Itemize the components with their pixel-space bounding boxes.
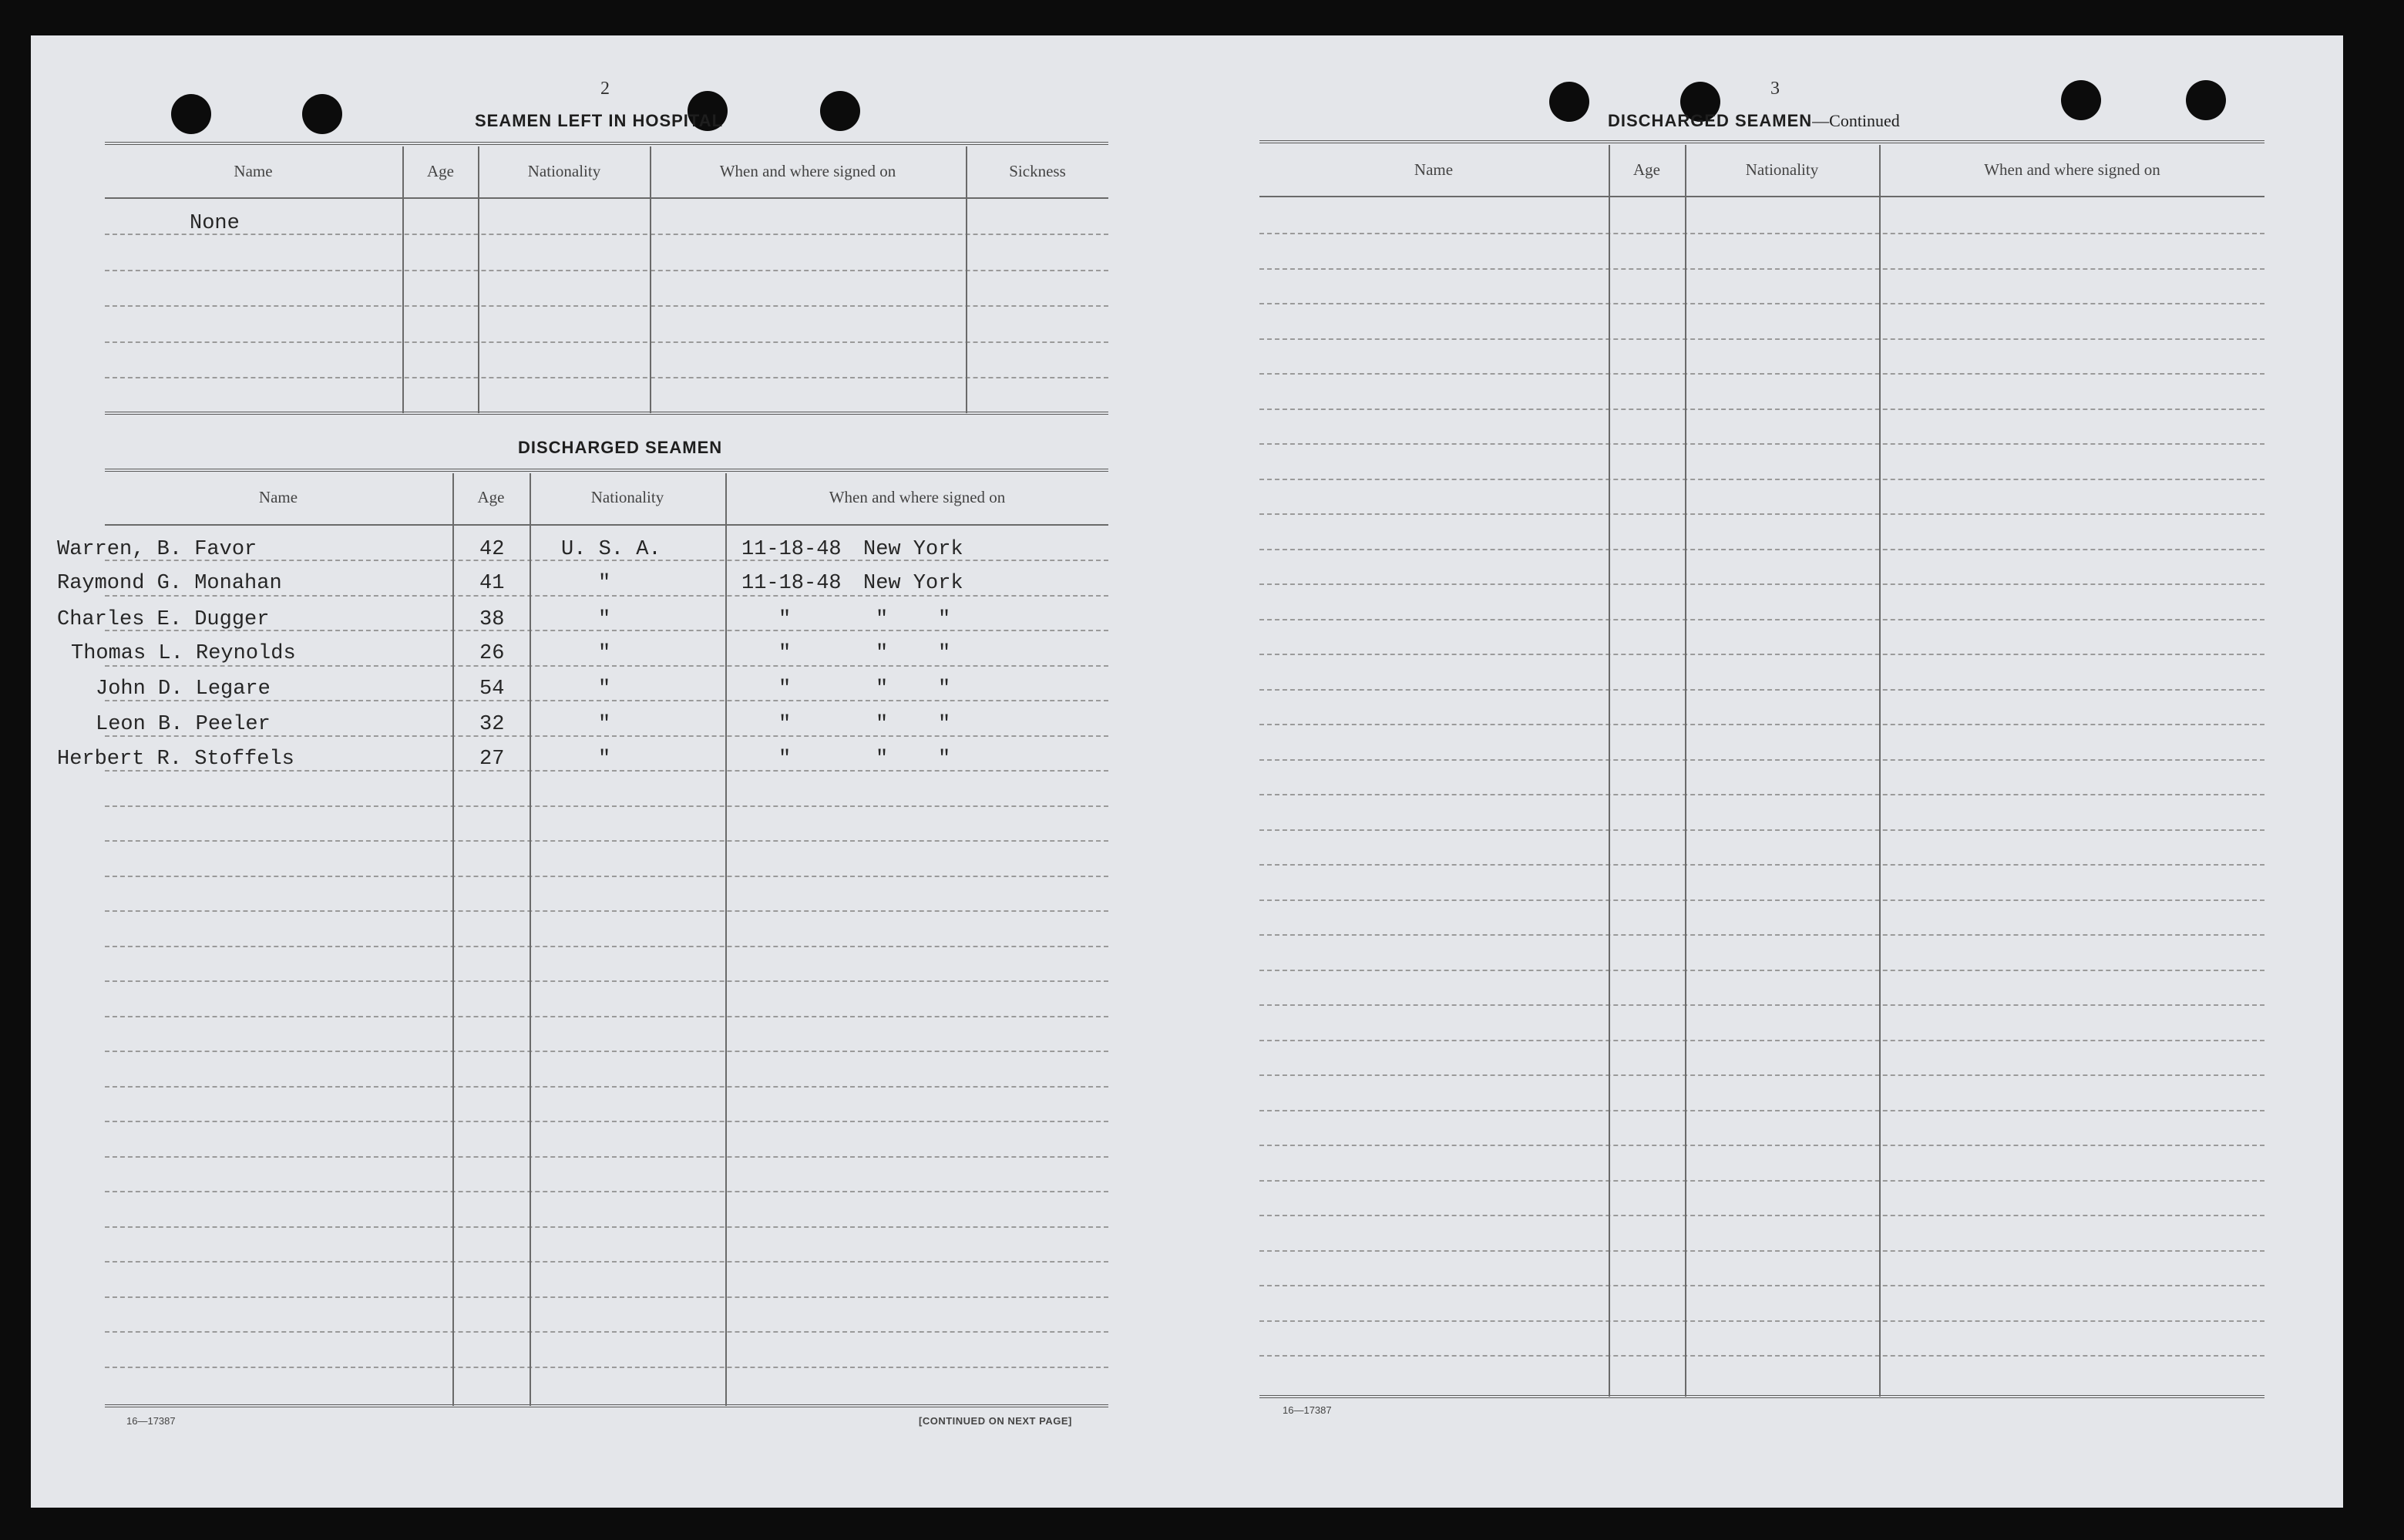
hospital-none-entry: None [190, 212, 240, 235]
ruled-line [105, 1121, 1108, 1122]
seaman-signed-place: " " [876, 608, 951, 631]
ruled-line [1259, 233, 2264, 234]
seaman-age: 54 [479, 678, 505, 701]
seaman-age: 42 [479, 538, 505, 561]
ruled-line [1259, 549, 2264, 550]
ruled-line [1259, 1180, 2264, 1182]
ruled-line [1259, 1215, 2264, 1216]
seaman-signed-place: New York [863, 572, 963, 595]
ruled-line [105, 1051, 1108, 1052]
punch-hole [820, 91, 860, 131]
ruled-line [105, 946, 1108, 947]
ruled-line [1259, 829, 2264, 831]
seaman-signed-place: " " [876, 678, 951, 701]
seaman-signed-place: " " [876, 748, 951, 771]
ruled-line [105, 1296, 1108, 1298]
ruled-line [1259, 1074, 2264, 1076]
seaman-age: 32 [479, 713, 505, 736]
form-number-left: 16—17387 [126, 1415, 176, 1427]
ruled-line [1259, 583, 2264, 585]
ruled-line [105, 1331, 1108, 1333]
ruled-line [1259, 934, 2264, 936]
right-header-name: Name [1414, 160, 1454, 179]
punch-hole [171, 94, 211, 134]
discharged-header-name: Name [258, 488, 298, 506]
hospital-header-age: Age [427, 162, 454, 180]
seaman-age: 26 [479, 642, 505, 665]
seaman-signed-date: 11-18-48 [741, 572, 842, 595]
seaman-signed-date: 11-18-48 [741, 538, 842, 561]
ruled-line [1259, 794, 2264, 795]
ruled-line [1259, 619, 2264, 620]
seaman-signed-date: " [778, 713, 792, 736]
seaman-nationality: " [598, 642, 611, 665]
seaman-age: 41 [479, 572, 505, 595]
ruled-line [105, 840, 1108, 842]
seaman-nationality: " [598, 713, 611, 736]
seaman-signed-place: " " [876, 642, 951, 665]
discharged-header-nationality: Nationality [590, 488, 664, 506]
ruled-line [1259, 759, 2264, 761]
seaman-signed-place: New York [863, 538, 963, 561]
right-header-age: Age [1633, 160, 1660, 179]
discharged-header-age: Age [477, 488, 505, 506]
hospital-header-signed-on: When and where signed on [719, 162, 896, 180]
page-number-right: 3 [1770, 79, 1780, 99]
ruled-line [1259, 1145, 2264, 1146]
ruled-line [105, 980, 1108, 982]
ruled-line [1259, 654, 2264, 655]
right-header-nationality: Nationality [1745, 160, 1819, 179]
ruled-line [1259, 1250, 2264, 1252]
ruled-line [1259, 1040, 2264, 1041]
continued-note: [CONTINUED ON NEXT PAGE] [919, 1415, 1072, 1427]
ruled-line [105, 1086, 1108, 1088]
seaman-signed-place: " " [876, 713, 951, 736]
ruled-line [1259, 899, 2264, 901]
seaman-age: 38 [479, 608, 505, 631]
ruled-line [105, 1191, 1108, 1192]
continued-suffix: —Continued [1812, 111, 1900, 130]
ruled-line [105, 665, 1108, 667]
punch-hole [302, 94, 342, 134]
ruled-line [1259, 864, 2264, 866]
ruled-line [1259, 268, 2264, 270]
seaman-signed-date: " [778, 608, 792, 631]
seaman-nationality: U. S. A. [561, 538, 661, 561]
seaman-nationality: " [598, 572, 611, 595]
seaman-age: 27 [479, 748, 505, 771]
seaman-nationality: " [598, 748, 611, 771]
ruled-line [105, 910, 1108, 912]
seaman-name: Charles E. Dugger [57, 608, 270, 631]
ruled-line [105, 805, 1108, 807]
seaman-name: Leon B. Peeler [96, 713, 271, 736]
ruled-line [1259, 1004, 2264, 1006]
discharged-section-title: DISCHARGED SEAMEN [518, 438, 723, 457]
punch-hole [2061, 80, 2101, 120]
hospital-header-nationality: Nationality [527, 162, 601, 180]
ruled-line [1259, 689, 2264, 691]
ruled-line [1259, 409, 2264, 410]
ruled-line [1259, 970, 2264, 971]
ruled-line [1259, 724, 2264, 725]
punch-hole [2186, 80, 2226, 120]
seaman-nationality: " [598, 678, 611, 701]
ruled-line [105, 1367, 1108, 1368]
seaman-name: Raymond G. Monahan [57, 572, 282, 595]
hospital-header-sickness: Sickness [1009, 162, 1066, 180]
discharged-continued-title-text: DISCHARGED SEAMEN [1608, 111, 1813, 130]
ruled-line [1259, 303, 2264, 304]
hospital-section-title: SEAMEN LEFT IN HOSPITAL [475, 111, 724, 130]
form-number-right: 16—17387 [1283, 1404, 1332, 1416]
ruled-line [1259, 338, 2264, 340]
seaman-signed-date: " [778, 678, 792, 701]
page-number-left: 2 [600, 79, 610, 99]
seaman-signed-date: " [778, 642, 792, 665]
ruled-line [1259, 1320, 2264, 1322]
ruled-line [105, 876, 1108, 877]
seaman-name: John D. Legare [96, 678, 271, 701]
manifest-sheet [31, 35, 2343, 1508]
ruled-line [1259, 479, 2264, 480]
ruled-line [1259, 1285, 2264, 1286]
ruled-line [1259, 443, 2264, 445]
ruled-line [1259, 373, 2264, 375]
seaman-signed-date: " [778, 748, 792, 771]
ruled-line [105, 1261, 1108, 1263]
discharged-header-signed-on: When and where signed on [829, 488, 1006, 506]
punch-hole [1549, 82, 1589, 122]
ruled-line [105, 1156, 1108, 1158]
hospital-header-name: Name [234, 162, 273, 180]
seaman-name: Warren, B. Favor [57, 538, 257, 561]
seaman-nationality: " [598, 608, 611, 631]
ruled-line [105, 1016, 1108, 1017]
ruled-line [105, 595, 1108, 597]
ruled-line [1259, 1355, 2264, 1357]
ruled-line [1259, 513, 2264, 515]
right-header-signed-on: When and where signed on [1984, 160, 2160, 179]
ruled-line [1259, 1110, 2264, 1111]
seaman-name: Herbert R. Stoffels [57, 748, 294, 771]
seaman-name: Thomas L. Reynolds [71, 642, 296, 665]
ruled-line [105, 1226, 1108, 1228]
discharged-continued-title [1608, 111, 1900, 131]
